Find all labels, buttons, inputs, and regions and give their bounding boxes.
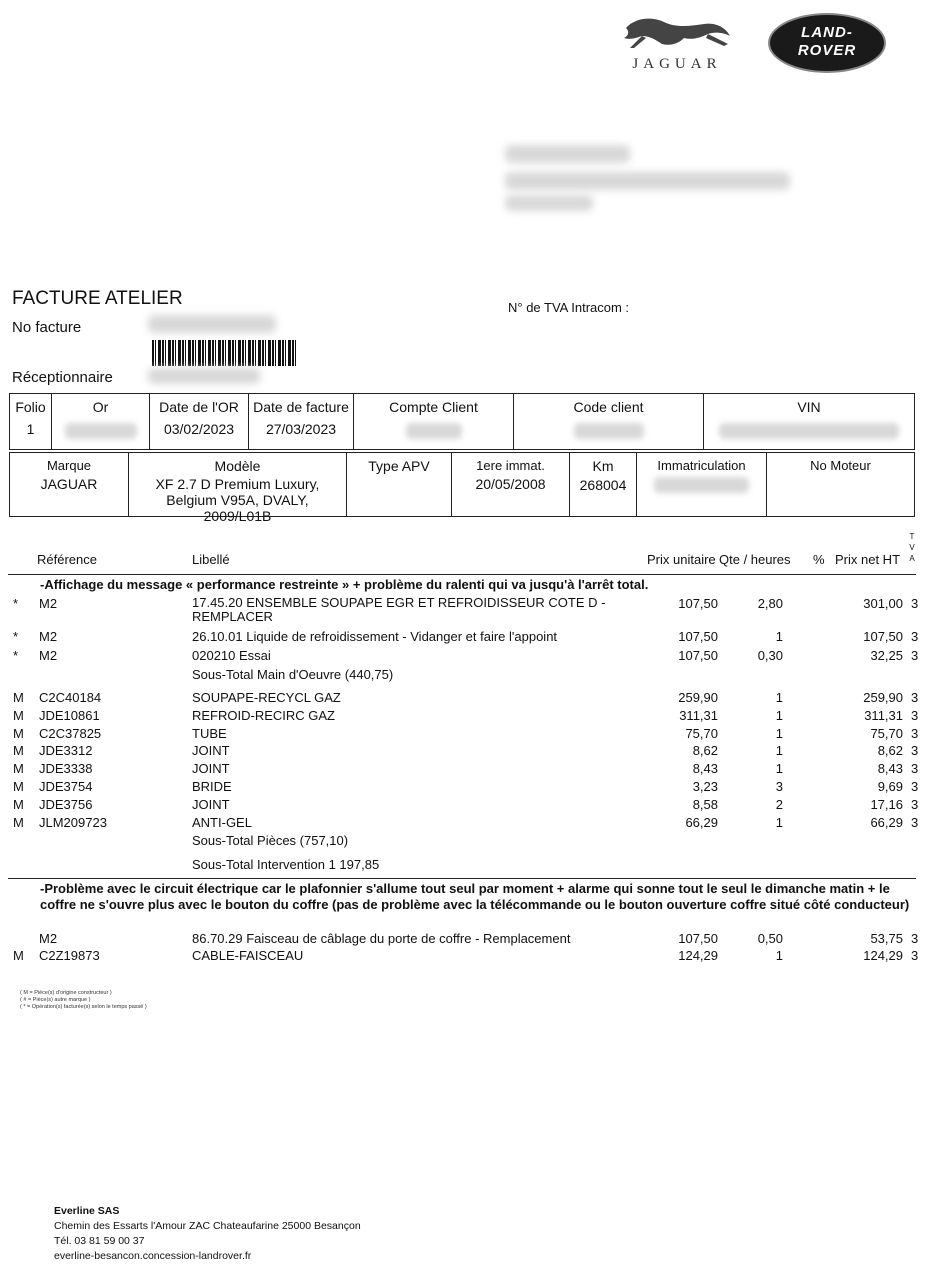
modele-cell — [129, 453, 347, 524]
row-qte: 1 — [775, 948, 783, 963]
row-reference: JDE3754 — [39, 779, 93, 794]
footer-address: Chemin des Essarts l'Amour ZAC Chateaufarine 25000 Besançon — [54, 1220, 361, 1232]
row-prix-unitaire: 107,50 — [678, 596, 718, 611]
redacted-compte-client — [406, 423, 462, 439]
row-prix-unitaire: 259,90 — [678, 690, 718, 705]
row-prix-net: 66,29 — [870, 815, 903, 830]
compte-client-cell — [354, 394, 514, 450]
footer-phone: Tél. 03 81 59 00 37 — [54, 1235, 145, 1247]
section-2-title: -Problème avec le circuit électrique car le plafonnier s'allume tout seul par moment + alarme qui sonne tout le seul le dimanche matin + le coffre ne s'ouvre plus avec le bouton du coffre (pas de problème avec la télécommande ou le bouton ouverture coffre situé côté conducteur) — [40, 881, 910, 912]
folio-label: Folio — [15, 399, 46, 415]
row-qte: 1 — [775, 708, 783, 723]
row-flag: * — [13, 629, 19, 644]
row-reference: JDE3756 — [39, 797, 93, 812]
row-flag: M — [13, 708, 24, 723]
subtotal-pieces — [0, 833, 951, 851]
row-prix-unitaire: 8,58 — [692, 797, 718, 812]
row-tva: 3 — [911, 743, 919, 758]
row-flag: M — [13, 779, 24, 794]
row-prix-net: 301,00 — [863, 596, 903, 611]
immat1-cell — [452, 453, 570, 517]
row-reference: JDE10861 — [39, 708, 100, 723]
row-qte: 1 — [775, 726, 783, 741]
row-libelle: SOUPAPE-RECYCL GAZ — [192, 690, 341, 705]
no-facture-label: No facture — [12, 319, 82, 336]
row-flag: M — [13, 690, 24, 705]
legend-line: ( * = Opération(s) facturée(s) selon le temps passé ) — [20, 1004, 147, 1010]
date-facture-label: Date de facture — [253, 399, 349, 415]
row-prix-net: 53,75 — [870, 931, 903, 946]
row-prix-net: 17,16 — [870, 797, 903, 812]
legend-line: ( # = Pièce(s) autre marque ) — [20, 997, 91, 1003]
row-prix-net: 124,29 — [863, 948, 903, 963]
row-tva: 3 — [911, 797, 919, 812]
km-label: Km — [592, 458, 614, 474]
footer — [54, 1204, 361, 1264]
row-reference: JDE3338 — [39, 761, 93, 776]
table-row — [0, 648, 951, 666]
section-1-title: -Affichage du message « performance restreinte » + problème du ralenti qui va jusqu'à l'arrêt total. — [40, 577, 649, 592]
row-tva: 3 — [911, 596, 919, 611]
legend-line: ( M = Pièce(s) d'origine constructeur ) — [20, 990, 112, 996]
row-prix-net: 75,70 — [870, 726, 903, 741]
header-divider — [8, 574, 916, 575]
compte-client-label: Compte Client — [389, 399, 478, 415]
table-row — [0, 779, 951, 797]
section-divider — [8, 878, 916, 879]
row-flag: M — [13, 761, 24, 776]
land-rover-wordmark-bottom: ROVER — [797, 42, 857, 59]
date-facture-value: 27/03/2023 — [265, 421, 337, 437]
subtotal-main-oeuvre — [0, 667, 951, 685]
table-row — [0, 726, 951, 744]
row-flag: * — [13, 596, 19, 611]
col-tva: T V A — [909, 532, 915, 563]
table-row — [0, 708, 951, 726]
table-row — [0, 761, 951, 779]
invoice-header-table — [9, 393, 915, 450]
row-libelle: BRIDE — [192, 779, 232, 794]
row-libelle: 86.70.29 Faisceau de câblage du porte de coffre - Remplacement — [192, 931, 571, 946]
jaguar-logo — [612, 10, 742, 72]
table-row — [0, 797, 951, 815]
row-prix-unitaire: 8,43 — [692, 761, 718, 776]
folio-value: 1 — [26, 421, 35, 437]
row-tva: 3 — [911, 948, 919, 963]
legend — [20, 990, 147, 1011]
redacted-receptionnaire — [148, 368, 260, 384]
immat1-value: 20/05/2008 — [475, 476, 546, 492]
km-cell — [570, 453, 637, 517]
jaguar-wordmark: JAGUAR — [632, 56, 722, 72]
row-prix-net: 9,69 — [877, 779, 903, 794]
row-libelle: JOINT — [192, 797, 230, 812]
row-qte: 1 — [775, 629, 783, 644]
row-reference: C2C37825 — [39, 726, 102, 741]
row-reference: M2 — [39, 629, 58, 644]
subtotal-intervention-text: Sous-Total Intervention 1 197,85 — [192, 857, 380, 872]
row-reference: M2 — [39, 648, 58, 663]
redacted-invoice-number — [148, 315, 276, 333]
row-tva: 3 — [911, 761, 919, 776]
row-tva: 3 — [911, 931, 919, 946]
table-row — [0, 690, 951, 708]
col-qte: Qte / heures — [719, 552, 791, 567]
row-reference: JLM209723 — [39, 815, 107, 830]
code-client-cell — [514, 394, 704, 450]
row-prix-net: 8,62 — [877, 743, 903, 758]
row-reference: C2C40184 — [39, 690, 102, 705]
row-tva: 3 — [911, 690, 919, 705]
vin-label: VIN — [797, 399, 821, 415]
row-libelle: JOINT — [192, 761, 230, 776]
invoice-title: FACTURE ATELIER — [12, 288, 183, 309]
row-prix-net: 259,90 — [863, 690, 903, 705]
col-reference: Référence — [37, 552, 97, 567]
folio-cell — [10, 394, 52, 450]
or-label: Or — [92, 399, 109, 415]
table-row — [0, 629, 951, 647]
row-flag: M — [13, 797, 24, 812]
row-flag: M — [13, 815, 24, 830]
row-prix-unitaire: 107,50 — [678, 931, 718, 946]
row-libelle: 26.10.01 Liquide de refroidissement - Vidanger et faire l'appoint — [192, 629, 558, 644]
subtotal-main-oeuvre-text: Sous-Total Main d'Oeuvre (440,75) — [192, 667, 394, 682]
row-tva: 3 — [911, 779, 919, 794]
table-row — [0, 595, 951, 624]
row-tva: 3 — [911, 708, 919, 723]
modele-label: Modèle — [214, 458, 261, 474]
row-libelle: JOINT — [192, 743, 230, 758]
row-prix-net: 32,25 — [870, 648, 903, 663]
row-libelle: 020210 Essai — [192, 648, 271, 663]
row-libelle: REFROID-RECIRC GAZ — [192, 708, 335, 723]
row-flag: M — [13, 726, 24, 741]
col-prix-net: Prix net HT — [835, 552, 901, 567]
col-libelle: Libellé — [192, 552, 230, 567]
row-qte: 2,80 — [757, 596, 783, 611]
footer-company: Everline SAS — [54, 1205, 120, 1217]
row-prix-unitaire: 66,29 — [685, 815, 718, 830]
immat1-label: 1ere immat. — [476, 458, 545, 473]
row-libelle: TUBE — [192, 726, 227, 741]
date-or-label: Date de l'OR — [159, 399, 239, 415]
row-prix-unitaire: 107,50 — [678, 648, 718, 663]
redacted-code-client — [574, 423, 644, 439]
row-tva: 3 — [911, 815, 919, 830]
row-prix-net: 107,50 — [863, 629, 903, 644]
vehicle-table — [9, 452, 915, 524]
row-reference: C2Z19873 — [39, 948, 100, 963]
table-row — [0, 931, 951, 949]
row-qte: 3 — [775, 779, 783, 794]
redacted-or — [65, 423, 137, 439]
date-or-value: 03/02/2023 — [163, 421, 235, 437]
table-row — [0, 815, 951, 833]
row-libelle: 17.45.20 ENSEMBLE SOUPAPE EGR ET REFROIDISSEUR COTE D - REMPLACER — [192, 595, 606, 624]
row-qte: 1 — [775, 690, 783, 705]
jaguar-leaper-icon — [612, 10, 742, 56]
row-qte: 0,30 — [757, 648, 783, 663]
row-qte: 0,50 — [757, 931, 783, 946]
subtotal-intervention — [0, 857, 951, 875]
row-prix-net: 8,43 — [877, 761, 903, 776]
type-apv-label: Type APV — [368, 458, 430, 474]
row-libelle: ANTI-GEL — [192, 815, 252, 830]
col-pct: % — [813, 552, 825, 567]
footer-website: everline-besancon.concession-landrover.fr — [54, 1250, 252, 1262]
row-flag: M — [13, 743, 24, 758]
barcode — [152, 340, 297, 366]
row-prix-unitaire: 124,29 — [678, 948, 718, 963]
no-moteur-cell — [767, 453, 915, 517]
row-prix-unitaire: 311,31 — [679, 708, 718, 723]
modele-value: XF 2.7 D Premium Luxury, Belgium V95A, DVALY, 2009/L01B — [155, 476, 320, 524]
redacted-address-line — [505, 195, 593, 211]
code-client-label: Code client — [573, 399, 644, 415]
row-prix-unitaire: 75,70 — [685, 726, 718, 741]
row-tva: 3 — [911, 726, 919, 741]
row-flag: M — [13, 948, 24, 963]
vin-cell — [704, 394, 915, 450]
row-qte: 1 — [775, 743, 783, 758]
tva-intracom-label: N° de TVA Intracom : — [508, 300, 630, 315]
redacted-address-line — [505, 145, 630, 163]
redacted-address-line — [505, 172, 790, 190]
row-qte: 2 — [775, 797, 783, 812]
row-prix-unitaire: 3,23 — [692, 779, 718, 794]
col-prix-unitaire: Prix unitaire — [647, 552, 716, 567]
row-prix-unitaire: 8,62 — [692, 743, 718, 758]
table-row — [0, 743, 951, 761]
row-prix-unitaire: 107,50 — [678, 629, 718, 644]
row-tva: 3 — [911, 648, 919, 663]
subtotal-pieces-text: Sous-Total Pièces (757,10) — [192, 833, 349, 848]
row-reference: M2 — [39, 931, 58, 946]
type-apv-cell — [347, 453, 452, 517]
date-or-cell — [150, 394, 249, 450]
immatriculation-label: Immatriculation — [657, 458, 746, 473]
marque-label: Marque — [46, 458, 92, 473]
date-facture-cell — [249, 394, 354, 450]
land-rover-wordmark-top: LAND- — [801, 24, 853, 41]
km-value: 268004 — [579, 477, 627, 493]
row-libelle: CABLE-FAISCEAU — [192, 948, 304, 963]
row-qte: 1 — [775, 815, 783, 830]
land-rover-logo — [768, 13, 886, 73]
row-reference: JDE3312 — [39, 743, 93, 758]
marque-value: JAGUAR — [40, 476, 98, 492]
row-qte: 1 — [775, 761, 783, 776]
redacted-vin — [719, 423, 899, 439]
row-tva: 3 — [911, 629, 919, 644]
immatriculation-cell — [637, 453, 767, 517]
row-flag: * — [13, 648, 19, 663]
marque-cell — [10, 453, 129, 517]
or-cell — [52, 394, 150, 450]
table-row — [0, 948, 951, 966]
row-reference: M2 — [39, 596, 58, 611]
receptionnaire-label: Réceptionnaire — [12, 369, 113, 386]
redacted-immatriculation — [654, 477, 749, 493]
no-moteur-label: No Moteur — [810, 458, 871, 473]
row-prix-net: 311,31 — [864, 708, 903, 723]
